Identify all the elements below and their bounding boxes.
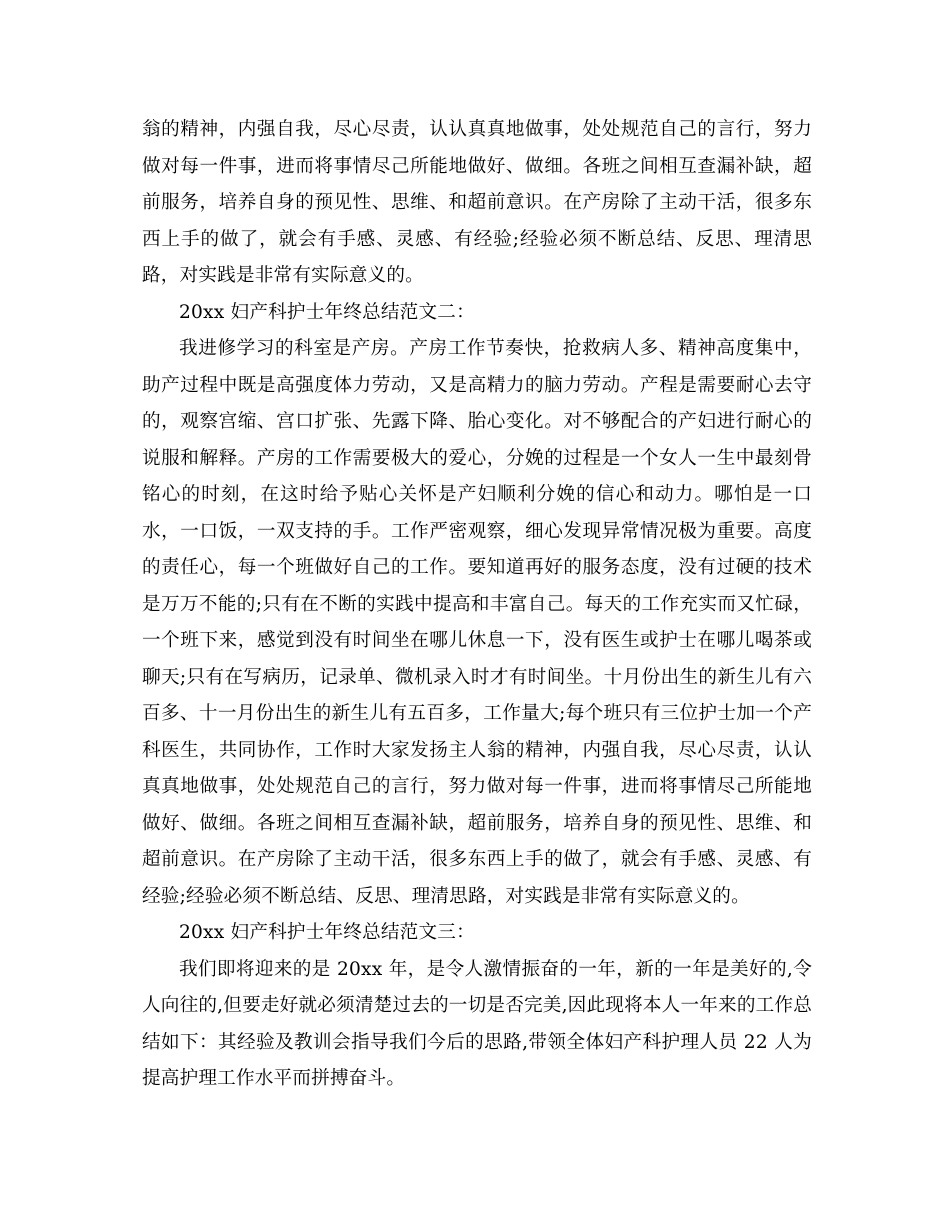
paragraph-new-year: 我们即将迎来的是 20xx 年，是令人激情振奋的一年，新的一年是美好的,令人向往的,但要走好就必须清楚过去的一切是否完美,因此现将本人一年来的工作总结如下：其经验及教训会指导我们今后的思路,带领全体妇产科护理人员 22 人为提高护理工作水平而拼搏奋斗。	[142, 958, 813, 1089]
section-heading-2: 20xx 妇产科护士年终总结范文二：	[179, 301, 475, 323]
paragraph-continuation: 翁的精神，内强自我，尽心尽责，认认真真地做事，处处规范自己的言行，努力做对每一件事，进而将事情尽己所能地做好、做细。各班之间相互查漏补缺，超前服务，培养自身的预见性、思维、和超前意识。在产房除了主动干活，很多东西上手的做了，就会有手感、灵感、有经验;经验必须不断总结、反思、理清思路，对实践是非常有实际意义的。	[142, 119, 812, 286]
document-body	[142, 112, 812, 1098]
section-heading-3: 20xx 妇产科护士年终总结范文三：	[179, 922, 475, 943]
paragraph-delivery-room: 我进修学习的科室是产房。产房工作节奏快，抢救病人多、精神高度集中，助产过程中既是高强度体力劳动，又是高精力的脑力劳动。产程是需要耐心去守的，观察宫缩、宫口扩张、先露下降、胎心变化。对不够配合的产妇进行耐心的说服和解释。产房的工作需要极大的爱心，分娩的过程是一个女人一生中最刻骨铭心的时刻，在这时给予贴心关怀是产妇顺利分娩的信心和动力。哪怕是一口水，一口饭，一双支持的手。工作严密观察，细心发现异常情况极为重要。高度的责任心，每一个班做好自己的工作。要知道再好的服务态度，没有过硬的技术是万万不能的;只有在不断的实践中提高和丰富自己。每天的工作充实而又忙碌，一个班下来，感觉到没有时间坐在哪儿休息一下，没有医生或护士在哪儿喝茶或聊天;只有在写病历，记录单、微机录入时才有时间坐。十月份出生的新生儿有六百多、十一月份出生的新生儿有五百多，工作量大;每个班只有三位护士加一个产科医生，共同协作，工作时大家发扬主人翁的精神，内强自我，尽心尽责，认认真真地做事，处处规范自己的言行，努力做对每一件事，进而将事情尽己所能地做好、做细。各班之间相互查漏补缺，超前服务，培养自身的预见性、思维、和超前意识。在产房除了主动干活，很多东西上手的做了，就会有手感、灵感、有经验;经验必须不断总结、反思、理清思路，对实践是非常有实际意义的。	[142, 338, 812, 907]
